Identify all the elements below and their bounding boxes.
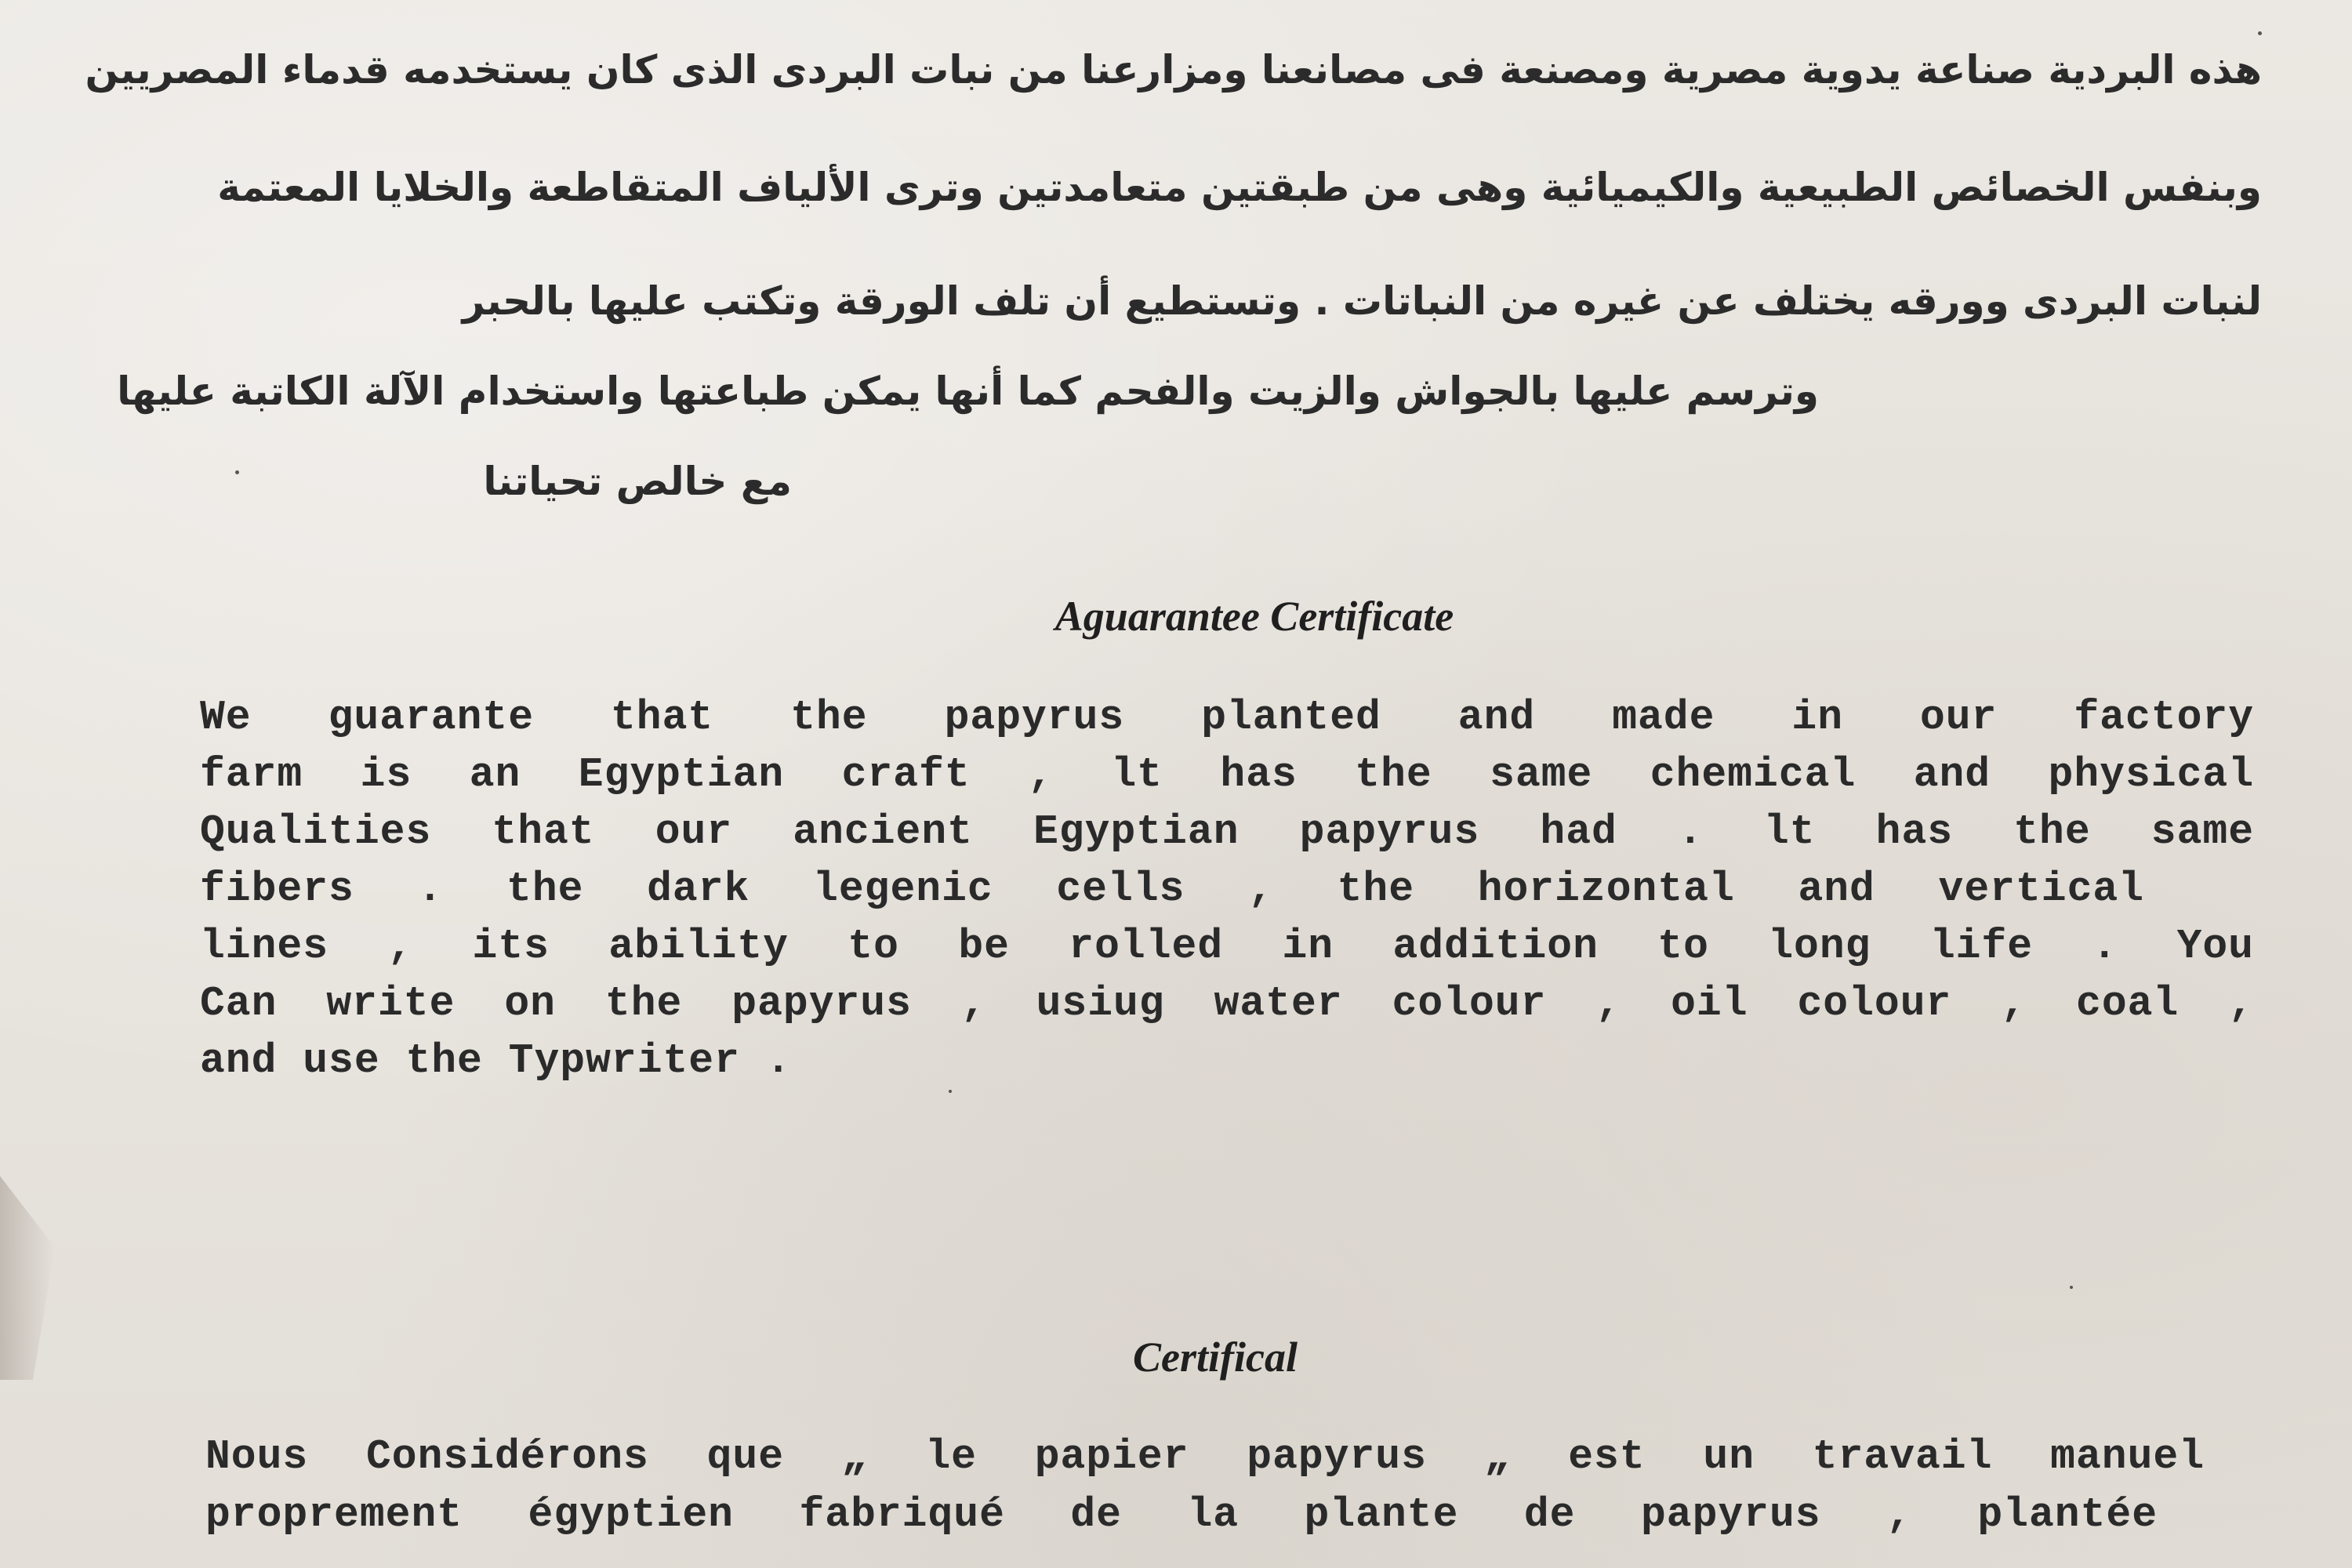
english-certificate-title: Aguarantee Certificate — [1054, 593, 1454, 640]
arabic-closing: مع خالص تحياتنا — [483, 459, 792, 504]
paper-speck — [235, 470, 239, 474]
french-line-1: Nous Considérons que „ le papier papyrus „ est un travail manuel — [205, 1433, 2205, 1480]
arabic-line-3: لنبات البردى وورقه يختلف عن غيره من النباتات . وتستطيع أن تلف الورقة وتكتب عليها بالحبر — [462, 278, 2262, 324]
arabic-line-4: وترسم عليها بالجواش والزيت والفحم كما أنها يمكن طباعتها واستخدام الآلة الكاتبة عليها — [117, 368, 1819, 414]
paper-speck — [949, 1090, 952, 1093]
english-line-2: farm is an Egyptian craft , lt has the same chemical and physical — [200, 751, 2254, 798]
english-line-1: We guarante that the papyrus planted and made in our factory — [200, 694, 2254, 741]
english-line-5: lines , its ability to be rolled in addition to long life . You — [200, 923, 2254, 970]
paper-speck — [2070, 1286, 2073, 1289]
arabic-line-1: هذه البردية صناعة يدوية مصرية ومصنعة فى مصانعنا ومزارعنا من نبات البردى الذى كان يستخدمه قدماء المصريين — [85, 47, 2262, 93]
english-line-4: fibers . the dark legenic cells , the horizontal and vertical — [200, 866, 2144, 913]
english-line-3: Qualities that our ancient Egyptian papyrus had . lt has the same — [200, 808, 2254, 855]
english-line-7: and use the Typwriter . — [200, 1037, 792, 1084]
english-line-6: Can write on the papyrus , usiug water colour , oil colour , coal , — [200, 980, 2254, 1027]
french-line-2: proprement égyptien fabriqué de la plante de papyrus , plantée — [205, 1491, 2158, 1538]
paper-speck — [2258, 31, 2262, 35]
arabic-line-2: وبنفس الخصائص الطبيعية والكيميائية وهى من طبقتين متعامدتين وترى الألياف المتقاطعة والخلايا المعتمة — [217, 165, 2262, 210]
french-certificate-title: Certifical — [1133, 1334, 1298, 1381]
